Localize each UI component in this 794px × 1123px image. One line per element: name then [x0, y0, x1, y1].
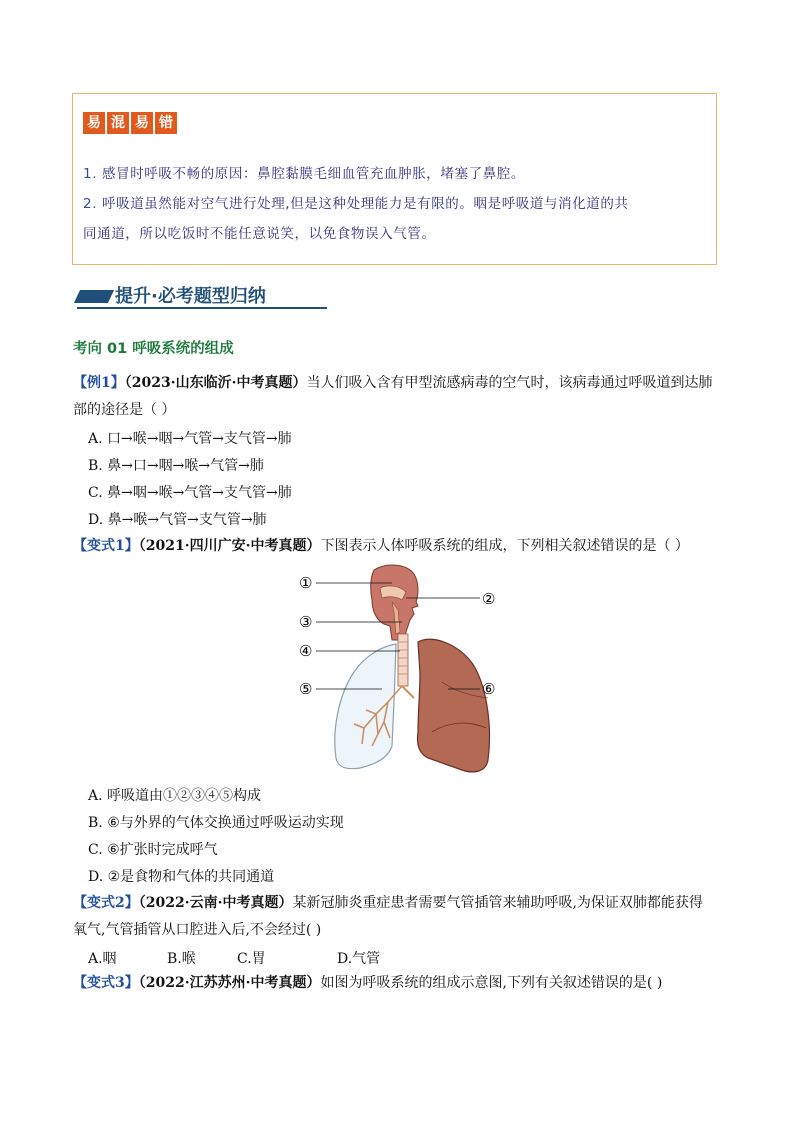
error-prone-callout — [72, 93, 717, 265]
variant3-stem — [73, 970, 733, 997]
variant2-option-a: A.咽 — [88, 951, 117, 967]
callout-item-text: 同通道，所以吃饭时不能任意说笑，以免食物误入气管。 — [83, 226, 436, 242]
question-tag: 【例1】 — [73, 375, 125, 391]
diagram-label-3: ③ — [299, 613, 313, 631]
callout-item-number: 1. — [83, 166, 98, 182]
question-text: 如图为呼吸系统的组成示意图,下列有关叙述错误的是( ) — [320, 975, 663, 991]
example1-option-b: B. 鼻→口→咽→喉→气管→肺 — [88, 458, 264, 474]
variant1-option-a: A. 呼吸道由①②③④⑤构成 — [88, 788, 262, 804]
diagram-label-6: ⑥ — [482, 680, 496, 698]
respiratory-system-diagram — [292, 562, 507, 777]
question-source: （2021·四川广安·中考真题） — [138, 538, 321, 554]
variant1-option-b: B. ⑥与外界的气体交换通过呼吸运动实现 — [88, 815, 344, 831]
callout-item-2 — [83, 192, 629, 212]
variant1-option-d: D. ②是食物和气体的共同通道 — [88, 869, 275, 885]
diagram-label-1: ① — [299, 574, 313, 592]
callout-item-text: 感冒时呼吸不畅的原因：鼻腔黏膜毛细血管充血肿胀，堵塞了鼻腔。 — [102, 166, 525, 182]
section-bar-decoration — [74, 290, 114, 303]
badge-char-1: 易 — [83, 112, 105, 134]
question-source: （2022·云南·中考真题） — [138, 895, 293, 911]
variant2-stem — [73, 890, 733, 944]
variant1-stem — [73, 533, 733, 560]
badge-char-2: 混 — [107, 112, 129, 134]
question-text: 下图表示人体呼吸系统的组成，下列相关叙述错误的是（ ） — [320, 538, 689, 554]
badge-char-4: 错 — [155, 112, 177, 134]
variant2-option-d: D.气管 — [337, 951, 381, 967]
question-tag: 【变式1】 — [73, 538, 139, 554]
callout-item-text: 呼吸道虽然能对空气进行处理,但是这种处理能力是有限的。咽是呼吸道与消化道的共 — [102, 196, 629, 212]
example1-option-a: A. 口→喉→咽→气管→支气管→肺 — [88, 431, 292, 447]
variant1-option-c: C. ⑥扩张时完成呼气 — [88, 842, 218, 858]
callout-item-1 — [83, 162, 525, 182]
question-tag: 【变式2】 — [73, 895, 139, 911]
question-text: 某新冠肺炎重症患者需要气管插管来辅助呼吸,为保证双肺都能获得 — [292, 895, 703, 911]
question-text: 当人们吸入含有甲型流感病毒的空气时，该病毒通过呼吸道到达肺 — [306, 375, 713, 391]
example1-option-c: C. 鼻→咽→喉→气管→支气管→肺 — [88, 485, 292, 501]
badge-char-3: 易 — [131, 112, 153, 134]
question-tag: 【变式3】 — [73, 975, 139, 991]
variant2-option-b: B.喉 — [167, 951, 196, 967]
example1-option-d: D. 鼻→喉→气管→支气管→肺 — [88, 512, 267, 528]
question-text-continued: 氧气,气管插管从口腔进入后,不会经过( ) — [73, 922, 322, 938]
diagram-label-5: ⑤ — [299, 680, 313, 698]
example1-stem — [73, 370, 723, 424]
question-source: （2022·江苏苏州·中考真题） — [138, 975, 321, 991]
question-source: （2023·山东临沂·中考真题） — [124, 375, 307, 391]
section-header — [77, 282, 717, 310]
section-underline — [77, 307, 327, 309]
variant2-options — [88, 948, 380, 968]
callout-item-2-continued — [83, 222, 436, 242]
topic-title: 考向 01 呼吸系统的组成 — [73, 341, 234, 357]
diagram-label-2: ② — [482, 590, 496, 608]
section-title: 提升·必考题型归纳 — [115, 286, 266, 307]
diagram-label-4: ④ — [299, 642, 313, 660]
callout-item-number: 2. — [83, 196, 98, 212]
variant2-option-c: C.胃 — [237, 951, 266, 967]
question-text-continued: 部的途径是（ ） — [73, 402, 176, 418]
